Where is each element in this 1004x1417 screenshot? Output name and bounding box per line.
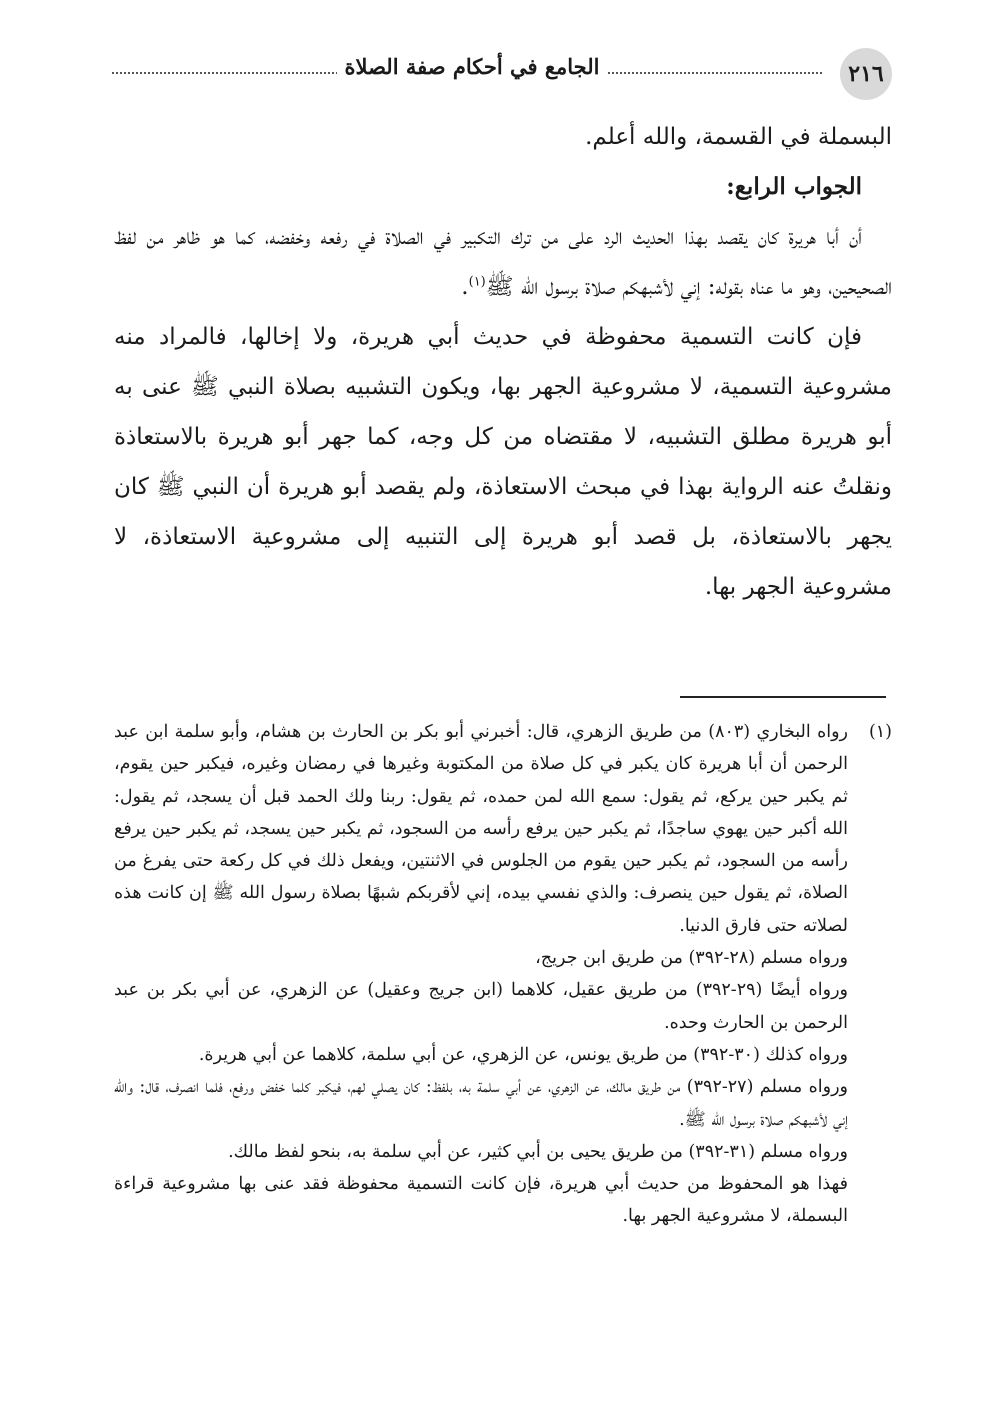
paragraph-2-text: أن أبا هريرة كان يقصد بهذا الحديث الرد على من ترك التكبير في الصلاة في رفعه وخفضه، كما هو ظاهر من لفظ الصحيحين، وهو ما عناه بقوله: إني لأشبهكم صلاة برسول الله ﷺ [114, 224, 892, 300]
page-header [112, 48, 892, 100]
main-text [114, 112, 892, 612]
footnote-number: (١) [868, 722, 892, 742]
paragraph-2-end: . [461, 274, 469, 300]
running-title: الجامع في أحكام صفة الصلاة [337, 54, 608, 79]
footnote-line: ورواه كذلك (٣٠-٣٩٢) من طريق يونس، عن الزهري، عن أبي سلمة، كلاهما عن أبي هريرة. [198, 1044, 848, 1065]
paragraph-1: البسملة في القسمة، والله أعلم. [585, 124, 892, 150]
footnote-reference[interactable]: (١) [468, 274, 486, 290]
page-number: ٢١٦ [840, 48, 892, 100]
footnote-line: ورواه مسلم (٢٨-٣٩٢) من طريق ابن جريج، [535, 948, 848, 969]
paragraph-3: فإن كانت التسمية محفوظة في حديث أبي هريرة، ولا إخالها، فالمراد منه مشروعية التسمية، لا مشروعية الجهر بها، ويكون التشبيه بصلاة النبي ﷺ عنى به أبو هريرة مطلق التشبيه، لا مقتضاه من كل وجه، كما جهر أبو هريرة بالاستعاذة ونقلتُ عنه الرواية بهذا في مبحث الاستعاذة، ولم يقصد أبو هريرة أن النبي ﷺ كان يجهر بالاستعاذة، بل قصد أبو هريرة إلى التنبيه إلى مشروعية الاستعاذة، لا مشروعية الجهر بها. [114, 324, 892, 600]
footnotes [114, 716, 892, 1233]
footnote-line: فهذا هو المحفوظ من حديث أبي هريرة، فإن كانت التسمية محفوظة فقد عنى بها مشروعية قراءة البسملة، لا مشروعية الجهر بها. [114, 1174, 848, 1227]
footnote-line: رواه البخاري (٨٠٣) من طريق الزهري، قال: أخبرني أبو بكر بن الحارث بن هشام، وأبو سلمة ابن عبد الرحمن أن أبا هريرة كان يكبر في كل صلاة من المكتوبة وغيرها في رمضان وغيره، فيكبر حين يقوم، ثم يكبر حين يركع، ثم يقول: سمع الله لمن حمده، ثم يقول: ربنا ولك الحمد قبل أن يسجد، ثم يقول: الله أكبر حين يهوي ساجدًا، ثم يكبر حين يرفع رأسه من السجود، ثم يكبر حين يسجد، ثم يكبر حين يرفع رأسه من السجود، ثم يكبر حين يقوم من الجلوس في الاثنتين، ويفعل ذلك في كل ركعة حتى يفرغ من الصلاة، ثم يقول حين ينصرف: والذي نفسي بيده، إني لأقربكم شبهًا بصلاة رسول الله ﷺ إن كانت هذه لصلاته حتى فارق الدنيا. [114, 722, 848, 936]
footnote-separator [680, 696, 886, 698]
footnote-line: ورواه مسلم (٣١-٣٩٢) من طريق يحيى بن أبي كثير، عن أبي سلمة به، بنحو لفظ مالك. [228, 1141, 848, 1162]
footnote-line: ورواه أيضًا (٢٩-٣٩٢) من طريق عقيل، كلاهما (ابن جريج وعقيل) عن الزهري، عن أبي بكر بن عبد الرحمن بن الحارث وحده. [114, 980, 848, 1033]
footnote-body [114, 716, 848, 1233]
paragraph-2 [114, 212, 892, 312]
section-heading: الجواب الرابع: [726, 173, 862, 200]
running-title-wrapper [112, 54, 892, 79]
footnote-line: ورواه مسلم (٢٧-٣٩٢) من طريق مالك، عن الزهري، عن أبي سلمة به، بلفظ: كان يصلي لهم، فيكبر كلما خفض ورفع، فلما انصرف، قال: والله إني لأشبهكم صلاة برسول الله ﷺ. [114, 1077, 848, 1130]
